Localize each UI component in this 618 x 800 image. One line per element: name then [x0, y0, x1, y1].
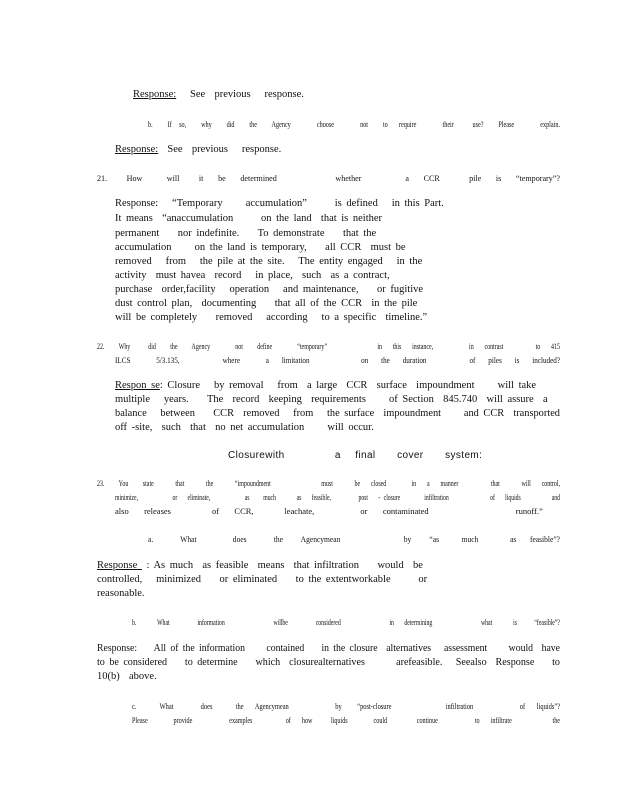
response-line [115, 408, 560, 419]
text-run: permanent nor indefinite. To demonstrate that the [115, 228, 377, 239]
response-label: Response [97, 560, 142, 571]
text-run: 22. Why did the Agency not define “temporary” in this instance, in contrast to 415 [97, 341, 560, 351]
text-run: Please provide examples of how liquids could continue to infiltrate the [132, 715, 560, 725]
text-run: : Closure by removal from a large CCR surface impoundment will take [159, 380, 537, 391]
text-run: activity must havea record in place, such as a contract, [115, 270, 390, 281]
response-label: Response: [115, 144, 159, 155]
text-run: See previous response. [176, 89, 304, 100]
response-line [115, 213, 382, 224]
response-line [97, 643, 560, 654]
text-run: to be considered to determine which closurealternatives arefeasible. Seealso Response to [97, 657, 560, 668]
text-run: balance between CCR removed from the surface impoundment and CCR transported [115, 408, 560, 419]
text-run: Response: All of the information contained in the closure alternatives assessment would have [97, 643, 560, 654]
text-run: dust control plan, documenting that all of the CCR in the pile [115, 298, 418, 309]
question-line [132, 617, 560, 627]
text-run: a. What does the Agencymean by “as much as feasible”? [148, 534, 560, 544]
question-line [132, 715, 560, 725]
response-line [97, 671, 157, 682]
response-line [97, 574, 427, 585]
text-run: See previous response. [158, 144, 282, 155]
response-line [115, 394, 548, 405]
response-line [115, 298, 417, 309]
question-line [148, 119, 560, 129]
response-line [115, 144, 281, 155]
response-label: Respon se [115, 380, 160, 391]
response-line [115, 422, 374, 433]
text-run: minimize, or eliminate, as much as feasible, post - closure infiltration of liquids and [115, 492, 560, 502]
text-run: c. What does the Agencymean by “post-closure infiltration of liquids”? [132, 701, 560, 711]
text-run: Response: “Temporary accumulation” is defined in this Part. [115, 198, 444, 209]
question-line [132, 701, 560, 711]
response-line [115, 242, 406, 253]
text-run: ILCS 5/3.135, where a limitation on the duration of piles is included? [115, 355, 560, 365]
text-run: Closurewith a final cover system: [228, 450, 483, 461]
text-run: 21. How will it be determined whether a CCR pile is “temporary”? [97, 173, 560, 183]
response-line [115, 256, 422, 267]
question-line [148, 534, 560, 544]
text-run: also releases of CCR, leachate, or contaminated runoff.” [115, 506, 543, 516]
text-run: b. If so, why did the Agency choose not to require their use? Please explain. [148, 119, 560, 129]
response-line [115, 228, 376, 239]
question-line [115, 355, 560, 365]
question-line [115, 492, 560, 502]
text-run: purchase order,facility operation and maintenance, or fugitive [115, 284, 424, 295]
question-line [97, 478, 560, 488]
text-run: controlled, minimized or eliminated to the extentworkable or [97, 574, 428, 585]
response-line [97, 588, 145, 599]
text-run: reasonable. [97, 588, 145, 599]
response-line [115, 380, 536, 391]
text-run: 23. You state that the “impoundment must be closed in a manner that will control, [97, 478, 560, 488]
text-run: off -site, such that no net accumulation will occur. [115, 422, 374, 433]
response-line [97, 560, 423, 571]
question-line [97, 173, 560, 183]
response-label: Response: [133, 89, 177, 100]
text-run: accumulation on the land is temporary, all CCR must be [115, 242, 406, 253]
text-run: It means “anaccumulation on the land that is neither [115, 213, 383, 224]
section-heading [228, 450, 482, 461]
response-line [115, 312, 427, 323]
question-line [115, 506, 543, 516]
text-run: multiple years. The record keeping requirements of Section 845.740 will assure a [115, 394, 548, 405]
response-line [115, 284, 423, 295]
text-run: removed from the pile at the site. The entity engaged in the [115, 256, 423, 267]
question-line [97, 341, 560, 351]
text-run: will be completely removed according to a specific timeline.” [115, 312, 428, 323]
response-line [133, 89, 304, 100]
text-run: : As much as feasible means that infiltration would be [141, 560, 423, 571]
text-run: b. What information willbe considered in determining what is “feasible”? [132, 617, 560, 627]
text-run: 10(b) above. [97, 671, 157, 682]
response-line [97, 657, 560, 668]
response-line [115, 270, 390, 281]
response-line [115, 198, 444, 209]
